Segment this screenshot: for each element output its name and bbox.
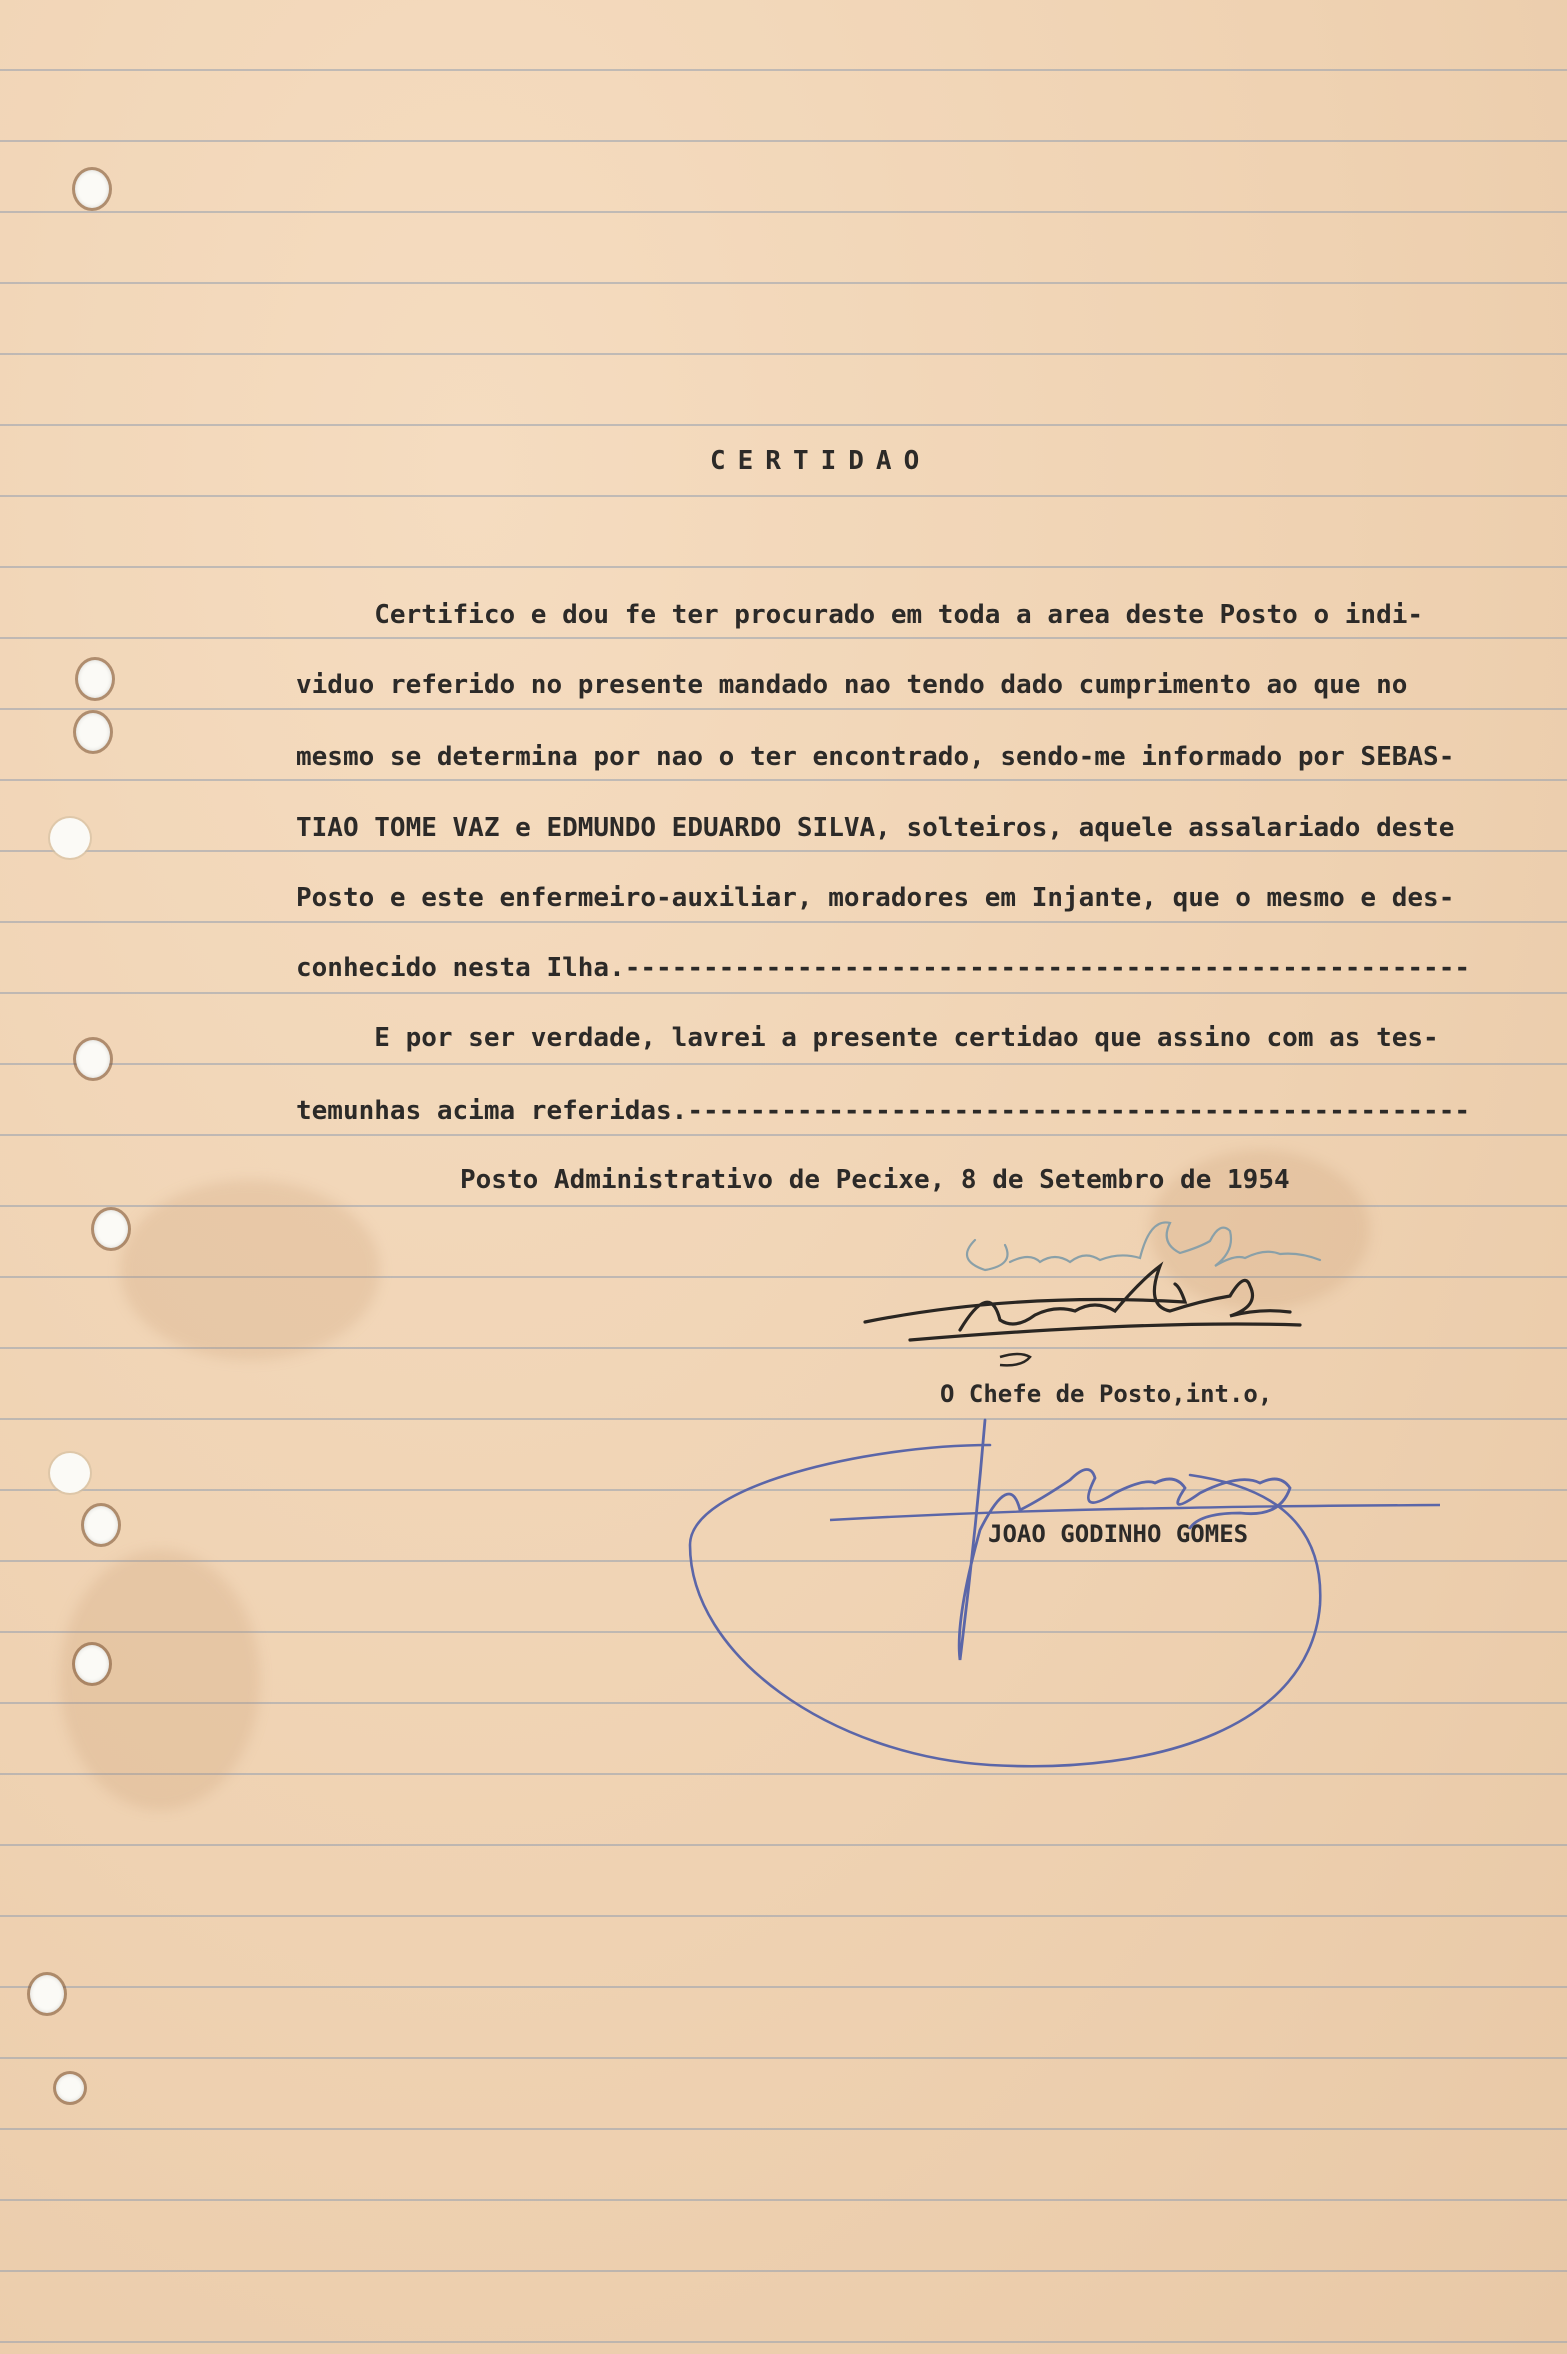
body-line: conhecido nesta Ilha.------------------------------------------------------ bbox=[296, 953, 1470, 983]
body-line: mesmo se determina por nao o ter encontrado, sendo-me informado por SEBAS- bbox=[296, 742, 1455, 772]
witness-signature bbox=[865, 1266, 1300, 1340]
official-name: JOAO GODINHO GOMES bbox=[988, 1520, 1249, 1548]
body-line: temunhas acima referidas.-------------------------------------------------- bbox=[296, 1096, 1470, 1126]
place-date: Posto Administrativo de Pecixe, 8 de Setembro de 1954 bbox=[460, 1165, 1290, 1195]
document-title: CERTIDAO bbox=[710, 446, 932, 476]
body-line: E por ser verdade, lavrei a presente certidao que assino com as tes- bbox=[296, 1023, 1439, 1053]
official-role: O Chefe de Posto,int.o, bbox=[940, 1380, 1273, 1408]
body-line: viduo referido no presente mandado nao tendo dado cumprimento ao que no bbox=[296, 670, 1408, 700]
body-line: Posto e este enfermeiro-auxiliar, moradores em Injante, que o mesmo e des- bbox=[296, 883, 1455, 913]
body-line: Certifico e dou fe ter procurado em toda a area deste Posto o indi- bbox=[296, 600, 1424, 630]
official-signature bbox=[690, 1445, 1320, 1766]
body-line: TIAO TOME VAZ e EDMUNDO EDUARDO SILVA, solteiros, aquele assalariado deste bbox=[296, 813, 1455, 843]
official-signature bbox=[830, 1505, 1440, 1520]
witness-signature bbox=[967, 1222, 1320, 1270]
witness-signature bbox=[1000, 1354, 1030, 1365]
